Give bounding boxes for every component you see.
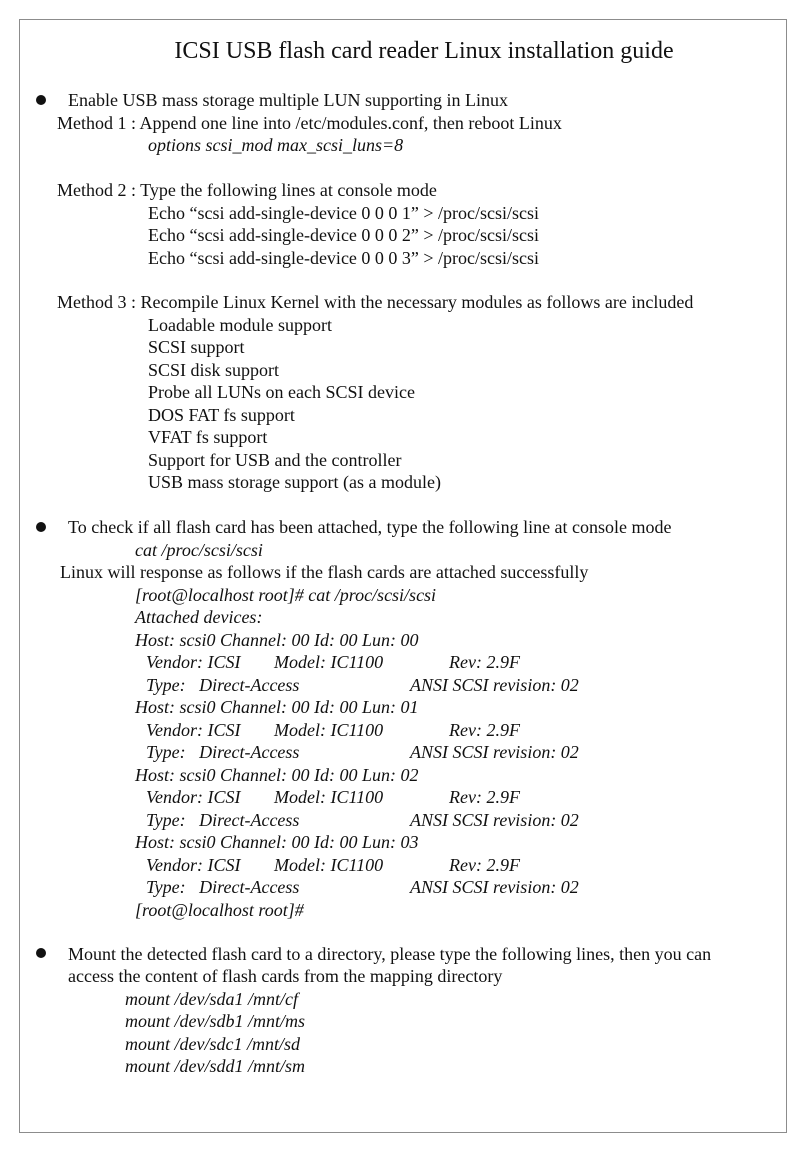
mount-command: mount /dev/sdd1 /mnt/sm bbox=[125, 1056, 305, 1076]
mount-command: mount /dev/sdc1 /mnt/sd bbox=[125, 1034, 300, 1054]
device-ansi: ANSI SCSI revision: 02 bbox=[410, 810, 579, 830]
bullet-icon bbox=[36, 522, 46, 532]
section1-heading: Enable USB mass storage multiple LUN supporting in Linux bbox=[68, 90, 508, 110]
device-rev: Rev: 2.9F bbox=[449, 720, 520, 740]
response-intro: Linux will response as follows if the flash cards are attached successfully bbox=[60, 562, 589, 582]
device-type: Type: Direct-Access bbox=[146, 742, 300, 762]
attached-devices-label: Attached devices: bbox=[135, 607, 263, 627]
device-vendor: Vendor: ICSI bbox=[146, 720, 241, 740]
section2-heading: To check if all flash card has been attached, type the following line at console mode bbox=[68, 517, 672, 537]
device-host: Host: scsi0 Channel: 00 Id: 00 Lun: 02 bbox=[135, 765, 419, 785]
device-vendor: Vendor: ICSI bbox=[146, 787, 241, 807]
device-host: Host: scsi0 Channel: 00 Id: 00 Lun: 03 bbox=[135, 832, 419, 852]
method1-code: options scsi_mod max_scsi_luns=8 bbox=[148, 135, 404, 155]
device-rev: Rev: 2.9F bbox=[449, 652, 520, 672]
mount-command: mount /dev/sdb1 /mnt/ms bbox=[125, 1011, 305, 1031]
device-model: Model: IC1100 bbox=[274, 855, 384, 875]
method1-label: Method 1 : Append one line into /etc/modules.conf, then reboot Linux bbox=[57, 113, 562, 133]
method3-item: USB mass storage support (as a module) bbox=[148, 472, 441, 492]
method2-line: Echo “scsi add-single-device 0 0 0 2” > /proc/scsi/scsi bbox=[148, 225, 540, 245]
method3-item: DOS FAT fs support bbox=[148, 405, 295, 425]
device-host: Host: scsi0 Channel: 00 Id: 00 Lun: 00 bbox=[135, 630, 419, 650]
method3-label: Method 3 : Recompile Linux Kernel with the necessary modules as follows are included bbox=[57, 292, 694, 312]
method3-item: Support for USB and the controller bbox=[148, 450, 402, 470]
method2-label: Method 2 : Type the following lines at console mode bbox=[57, 180, 437, 200]
device-model: Model: IC1100 bbox=[274, 787, 384, 807]
section3-heading-cont: access the content of flash cards from the mapping directory bbox=[68, 966, 503, 986]
section3-heading: Mount the detected flash card to a directory, please type the following lines, then you can bbox=[68, 944, 712, 964]
console-prompt: [root@localhost root]# cat /proc/scsi/scsi bbox=[135, 585, 437, 605]
method3-item: SCSI disk support bbox=[148, 360, 280, 380]
mount-command: mount /dev/sda1 /mnt/cf bbox=[125, 989, 298, 1009]
method3-item: Loadable module support bbox=[148, 315, 332, 335]
bullet-icon bbox=[36, 95, 46, 105]
device-host: Host: scsi0 Channel: 00 Id: 00 Lun: 01 bbox=[135, 697, 419, 717]
bullet-icon bbox=[36, 948, 46, 958]
method2-line: Echo “scsi add-single-device 0 0 0 3” > /proc/scsi/scsi bbox=[148, 248, 540, 268]
method3-item: SCSI support bbox=[148, 337, 245, 357]
device-vendor: Vendor: ICSI bbox=[146, 652, 241, 672]
cat-command: cat /proc/scsi/scsi bbox=[135, 540, 263, 560]
device-rev: Rev: 2.9F bbox=[449, 787, 520, 807]
method2-line: Echo “scsi add-single-device 0 0 0 1” > /proc/scsi/scsi bbox=[148, 203, 540, 223]
device-rev: Rev: 2.9F bbox=[449, 855, 520, 875]
device-type: Type: Direct-Access bbox=[146, 675, 300, 695]
console-end-prompt: [root@localhost root]# bbox=[135, 900, 304, 920]
method3-item: Probe all LUNs on each SCSI device bbox=[148, 382, 415, 402]
device-ansi: ANSI SCSI revision: 02 bbox=[410, 675, 579, 695]
device-type: Type: Direct-Access bbox=[146, 810, 300, 830]
device-model: Model: IC1100 bbox=[274, 720, 384, 740]
device-type: Type: Direct-Access bbox=[146, 877, 300, 897]
device-vendor: Vendor: ICSI bbox=[146, 855, 241, 875]
page-title: ICSI USB flash card reader Linux installation guide bbox=[174, 38, 674, 64]
device-ansi: ANSI SCSI revision: 02 bbox=[410, 742, 579, 762]
device-ansi: ANSI SCSI revision: 02 bbox=[410, 877, 579, 897]
method3-item: VFAT fs support bbox=[148, 427, 268, 447]
device-model: Model: IC1100 bbox=[274, 652, 384, 672]
